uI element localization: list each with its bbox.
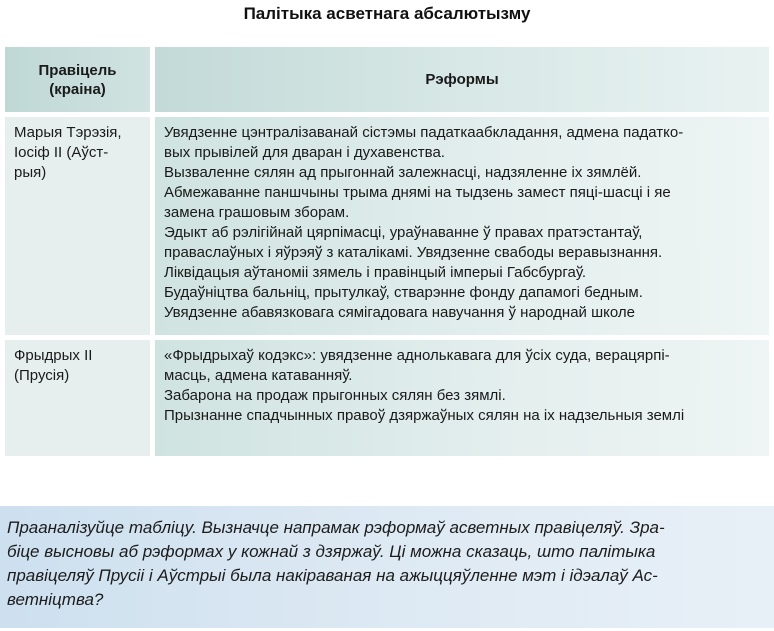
reform-line: Забарона на продаж прыгонных сялян без зямлі. [164, 387, 506, 404]
reform-line: Абмежаванне паншчыны трыма днямі на тыдзень замест пяці-шасці і яе [164, 184, 671, 201]
reform-line: Прызнанне спадчынных правоў дзяржаўных сялян на іх надзельныя землі [164, 407, 685, 424]
header-ruler [4, 46, 151, 113]
header-ruler-label: Правіцель (краіна) [38, 61, 117, 98]
ruler-name: Фрыдрых ІІ (Прусія) [14, 347, 93, 384]
reforms-cell [154, 339, 770, 457]
reform-line: масць, адмена катаванняў. [164, 367, 353, 384]
header-reforms-label: Рэформы [425, 71, 499, 88]
reform-line: Увядзенне абавязковага сямігадовага навучання ў народнай школе [164, 304, 635, 321]
reform-line: праваслаўных і яўрэяў з каталікамі. Увядзенне свабоды веравызнання. [164, 244, 663, 261]
reform-line: «Фрыдрыхаў кодэкс»: увядзенне аднолькавага для ўсіх суда, верацярпі- [164, 347, 670, 364]
ruler-cell [4, 116, 151, 336]
reform-line: Эдыкт аб рэлігійнай цярпімасці, ураўнаванне ў правах пратэстантаў, [164, 224, 643, 241]
reforms-text [155, 117, 769, 323]
table-row [4, 116, 770, 336]
reform-line: вых прывілей для дваран і духавенства. [164, 144, 445, 161]
reform-line: Ліквідацыя аўтаноміі зямель і правінцый імперыі Габсбургаў. [164, 264, 587, 281]
reform-line: Будаўніцтва бальніц, прытулкаў, стварэнне фонду дапамогі бедным. [164, 284, 643, 301]
reform-line: замена грашовым зборам. [164, 204, 350, 221]
header-reforms [154, 46, 770, 113]
ruler-cell [4, 339, 151, 457]
ruler-name: Марыя Тэрэзія, Іосіф ІІ (Аўст- рыя) [14, 124, 122, 181]
reforms-table [4, 46, 770, 457]
reforms-cell [154, 116, 770, 336]
reform-line: Увядзенне цэнтралізаванай сістэмы падаткаабкладання, адмена падатко- [164, 124, 684, 141]
reforms-text [155, 340, 769, 426]
assignment-box: Прааналізуйце табліцу. Вызначце напрамак рэформаў асветных правіцеляў. Зра- біце высновы аб рэформах у кожнай з дзяржаў. Ці можна сказаць, што палітыка правіцеляў Прусіі і Аўстрыі была накіраваная на ажыццяўленне мэт і ідэалаў Ас- ветніцтва? [0, 506, 774, 628]
table-row [4, 339, 770, 457]
reform-line: Вызваленне сялян ад прыгоннай залежнасці, надзяленне іх зямлёй. [164, 164, 642, 181]
page-title: Палітыка асветнага абсалютызму [243, 4, 531, 23]
table-header-row [4, 46, 770, 113]
